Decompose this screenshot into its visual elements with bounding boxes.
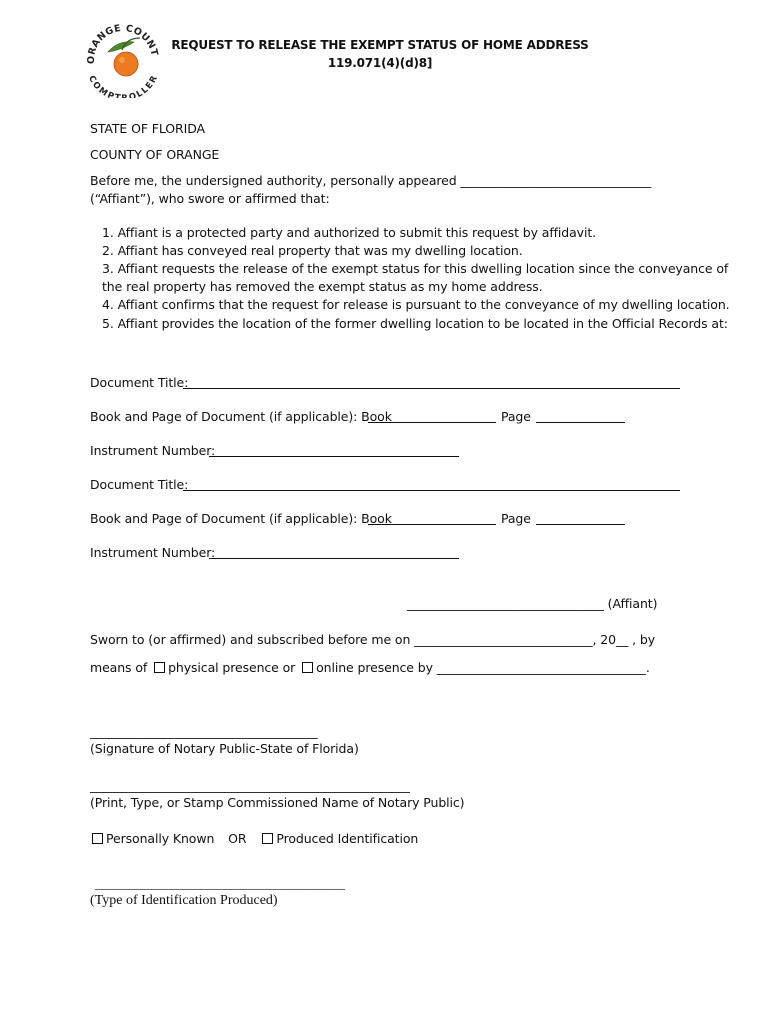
document-title-field[interactable]	[183, 388, 680, 389]
county-label: COUNTY OF ORANGE	[90, 147, 220, 162]
instrument-number-field[interactable]	[209, 558, 459, 559]
list-item: 5. Affiant provides the location of the former dwelling location to be located in the Official Records at:	[102, 316, 728, 331]
document-title-label: Document Title:	[90, 375, 189, 390]
svg-text:COMPTROLLER: COMP OLLER	[86, 74, 160, 98]
list-item: 3. Affiant requests the release of the exempt status for this dwelling location since the conveyance of	[102, 261, 729, 276]
online-presence-checkbox[interactable]	[302, 662, 313, 673]
list-item: 1. Affiant is a protected party and authorized to submit this request by affidavit.	[102, 225, 597, 240]
instrument-number-label: Instrument Number:	[90, 443, 216, 458]
list-item-continued: the real property has removed the exempt status as my home address.	[102, 279, 543, 294]
book-page-label: Book and Page of Document (if applicable): Book	[90, 511, 392, 526]
notary-name-label: (Print, Type, or Stamp Commissioned Name of Notary Public)	[90, 795, 465, 810]
page-label: Page	[501, 409, 531, 424]
page-label: Page	[501, 511, 531, 526]
state-label: STATE OF FLORIDA	[90, 121, 205, 136]
or-label: OR	[228, 831, 247, 846]
svg-text:ORANGE COUNTY: ORANGE COUNT	[85, 22, 160, 65]
sworn-statement-line: Sworn to (or affirmed) and subscribed before me on _____________________________, 20__ , by	[90, 632, 656, 647]
produced-identification-label: Produced Identification	[276, 831, 419, 846]
means-of-label: means of	[90, 660, 148, 675]
physical-presence-label: physical presence or	[168, 660, 296, 675]
statute-reference: 119.071(4)(d)8]	[327, 56, 433, 70]
document-title-label: Document Title:	[90, 477, 189, 492]
page-field[interactable]	[536, 422, 625, 423]
list-item: 2. Affiant has conveyed real property that was my dwelling location.	[102, 243, 523, 258]
identification-type-label: (Type of Identification Produced)	[90, 893, 278, 908]
book-field[interactable]	[368, 524, 496, 525]
online-presence-blank[interactable]: __________________________________.	[436, 660, 650, 675]
notary-signature-line[interactable]: _____________________________________	[90, 724, 318, 739]
page-field[interactable]	[536, 524, 625, 525]
intro-line-1: Before me, the undersigned authority, personally appeared _______________________________	[90, 173, 652, 188]
orange-county-comptroller-logo	[82, 16, 164, 98]
identification-type-line[interactable]: ________________________________________	[95, 877, 345, 891]
book-page-label: Book and Page of Document (if applicable): Book	[90, 409, 392, 424]
book-field[interactable]	[368, 422, 496, 423]
intro-line-2: (“Affiant”), who swore or affirmed that:	[90, 191, 330, 206]
notary-signature-label: (Signature of Notary Public-State of Florida)	[90, 741, 359, 756]
physical-presence-checkbox[interactable]	[154, 662, 165, 673]
document-title-field[interactable]	[183, 490, 680, 491]
produced-identification-checkbox[interactable]	[262, 833, 273, 844]
instrument-number-label: Instrument Number:	[90, 545, 216, 560]
identification-options	[92, 831, 418, 847]
list-item: 4. Affiant confirms that the request for release is pursuant to the conveyance of my dwelling location.	[102, 297, 730, 312]
notary-name-line[interactable]: ____________________________________________________	[90, 778, 410, 793]
form-title: REQUEST TO RELEASE THE EXEMPT STATUS OF HOME ADDRESS	[171, 38, 589, 52]
personally-known-checkbox[interactable]	[92, 833, 103, 844]
orange-seal-icon	[82, 16, 164, 98]
online-presence-label: online presence by	[316, 660, 433, 675]
affiant-signature-line[interactable]: ________________________________ (Affiant)	[407, 596, 658, 611]
instrument-number-field[interactable]	[209, 456, 459, 457]
personally-known-label: Personally Known	[106, 831, 215, 846]
means-of-line	[90, 660, 650, 676]
